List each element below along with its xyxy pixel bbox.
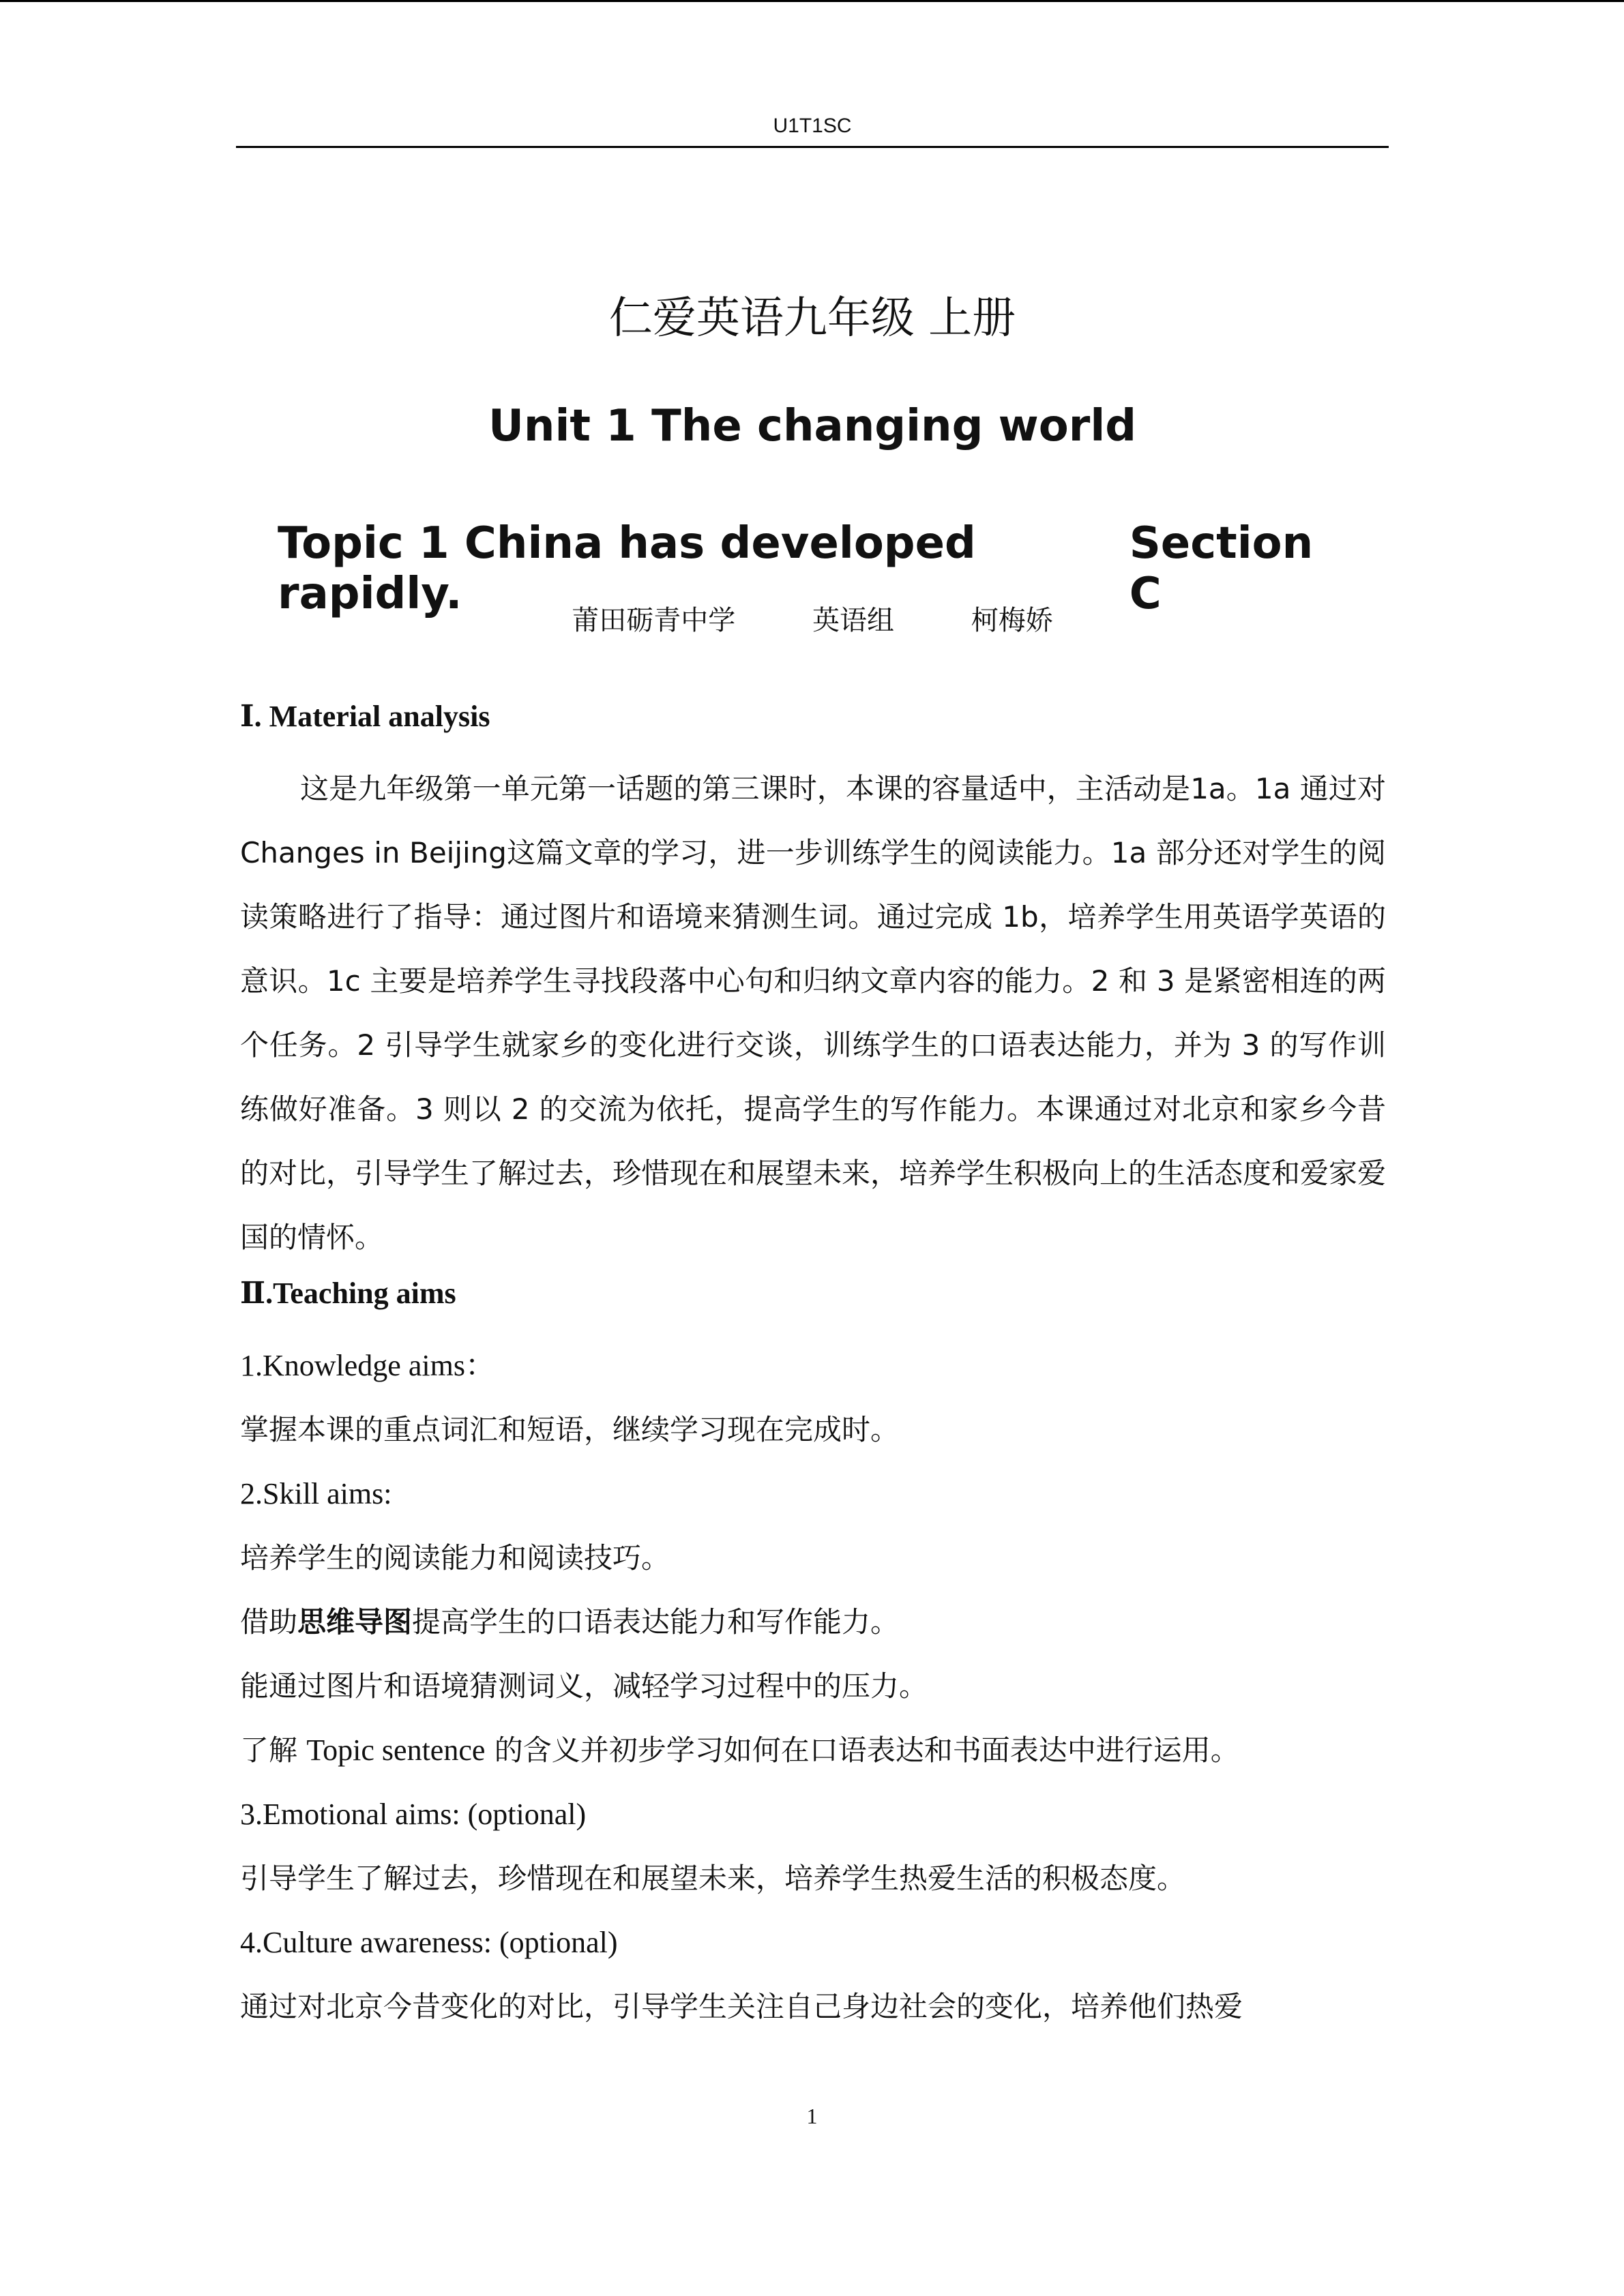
culture-awareness-label: 4.Culture awareness: (optional) <box>240 1926 618 1959</box>
emotional-aims-text: 引导学生了解过去，珍惜现在和展望未来，培养学生热爱生活的积极态度。 <box>240 1862 1186 1895</box>
emotional-aims-label: 3.Emotional aims: (optional) <box>240 1798 587 1831</box>
skill-aims-label: 2.Skill aims: <box>240 1477 392 1510</box>
author-group: 英语组 <box>812 605 894 636</box>
page-top-border <box>0 0 1624 2</box>
author-school: 莆田砺青中学 <box>572 605 736 636</box>
skill-aim-4 <box>240 1718 1386 1783</box>
unit-title: Unit 1 The changing world <box>488 401 1137 451</box>
material-paragraph: 这是九年级第一单元第一话题的第三课时，本课的容量适中，主活动是1a。1a 通过对 Changes in Beijing这篇文章的学习，进一步训练学生的阅读能力。1a 部分还对学生的阅读策略进行了指导：通过图片和语境来猜测生词。通过完成 1b，培养学生用英语学英语的意识。1c 主要是培养学生寻找段落中心句和归纳文章内容的能力。2 和 3 是紧密相连的两个任务。2 引导学生就家乡的变化进行交谈，训练学生的口语表达能力，并为 3 的写作训练做好准备。3 则以 2 的交流为依托，提高学生的写作能力。本课通过对北京和家乡今昔的对比，引导学生了解过去，珍惜现在和展望未来，培养学生积极向上的生活态度和爱家爱国的情怀。 <box>240 772 1387 1254</box>
topic-title: Topic 1 China has developed rapidly. <box>278 518 976 619</box>
skill-aim-2 <box>240 1590 1386 1654</box>
knowledge-aims-label: 1.Knowledge aims： <box>240 1349 495 1382</box>
author-name: 柯梅娇 <box>971 605 1053 636</box>
aims-heading: Ⅱ.Teaching aims <box>240 1277 456 1310</box>
author-line <box>236 599 1389 638</box>
document-title: 仁爱英语九年级 上册 <box>608 293 1016 344</box>
skill-aim-2-pre: 借助 <box>240 1605 298 1639</box>
knowledge-aims-text: 掌握本课的重点词汇和短语，继续学习现在完成时。 <box>240 1413 900 1446</box>
culture-awareness-text: 通过对北京今昔变化的对比，引导学生关注自己身边社会的变化，培养他们热爱 <box>240 1990 1243 2023</box>
page-header: U1T1SC <box>236 115 1389 148</box>
topic-sentence-term: Topic sentence <box>306 1733 486 1767</box>
skill-aim-4-post: 的含义并初步学习如何在口语表达和书面表达中进行运用。 <box>485 1733 1239 1767</box>
page-number: 1 <box>806 2104 818 2128</box>
document-body <box>240 693 1386 2039</box>
mind-map-emphasis: 思维导图 <box>297 1605 413 1639</box>
material-heading: Ⅰ. Material analysis <box>240 700 490 733</box>
skill-aim-4-pre: 了解 <box>240 1733 307 1767</box>
skill-aim-3: 能通过图片和语境猜测词义，减轻学习过程中的压力。 <box>240 1669 928 1703</box>
section-title: Section C <box>1129 518 1314 619</box>
skill-aim-1: 培养学生的阅读能力和阅读技巧。 <box>240 1541 670 1575</box>
skill-aim-2-post: 提高学生的口语表达能力和写作能力。 <box>412 1605 900 1639</box>
